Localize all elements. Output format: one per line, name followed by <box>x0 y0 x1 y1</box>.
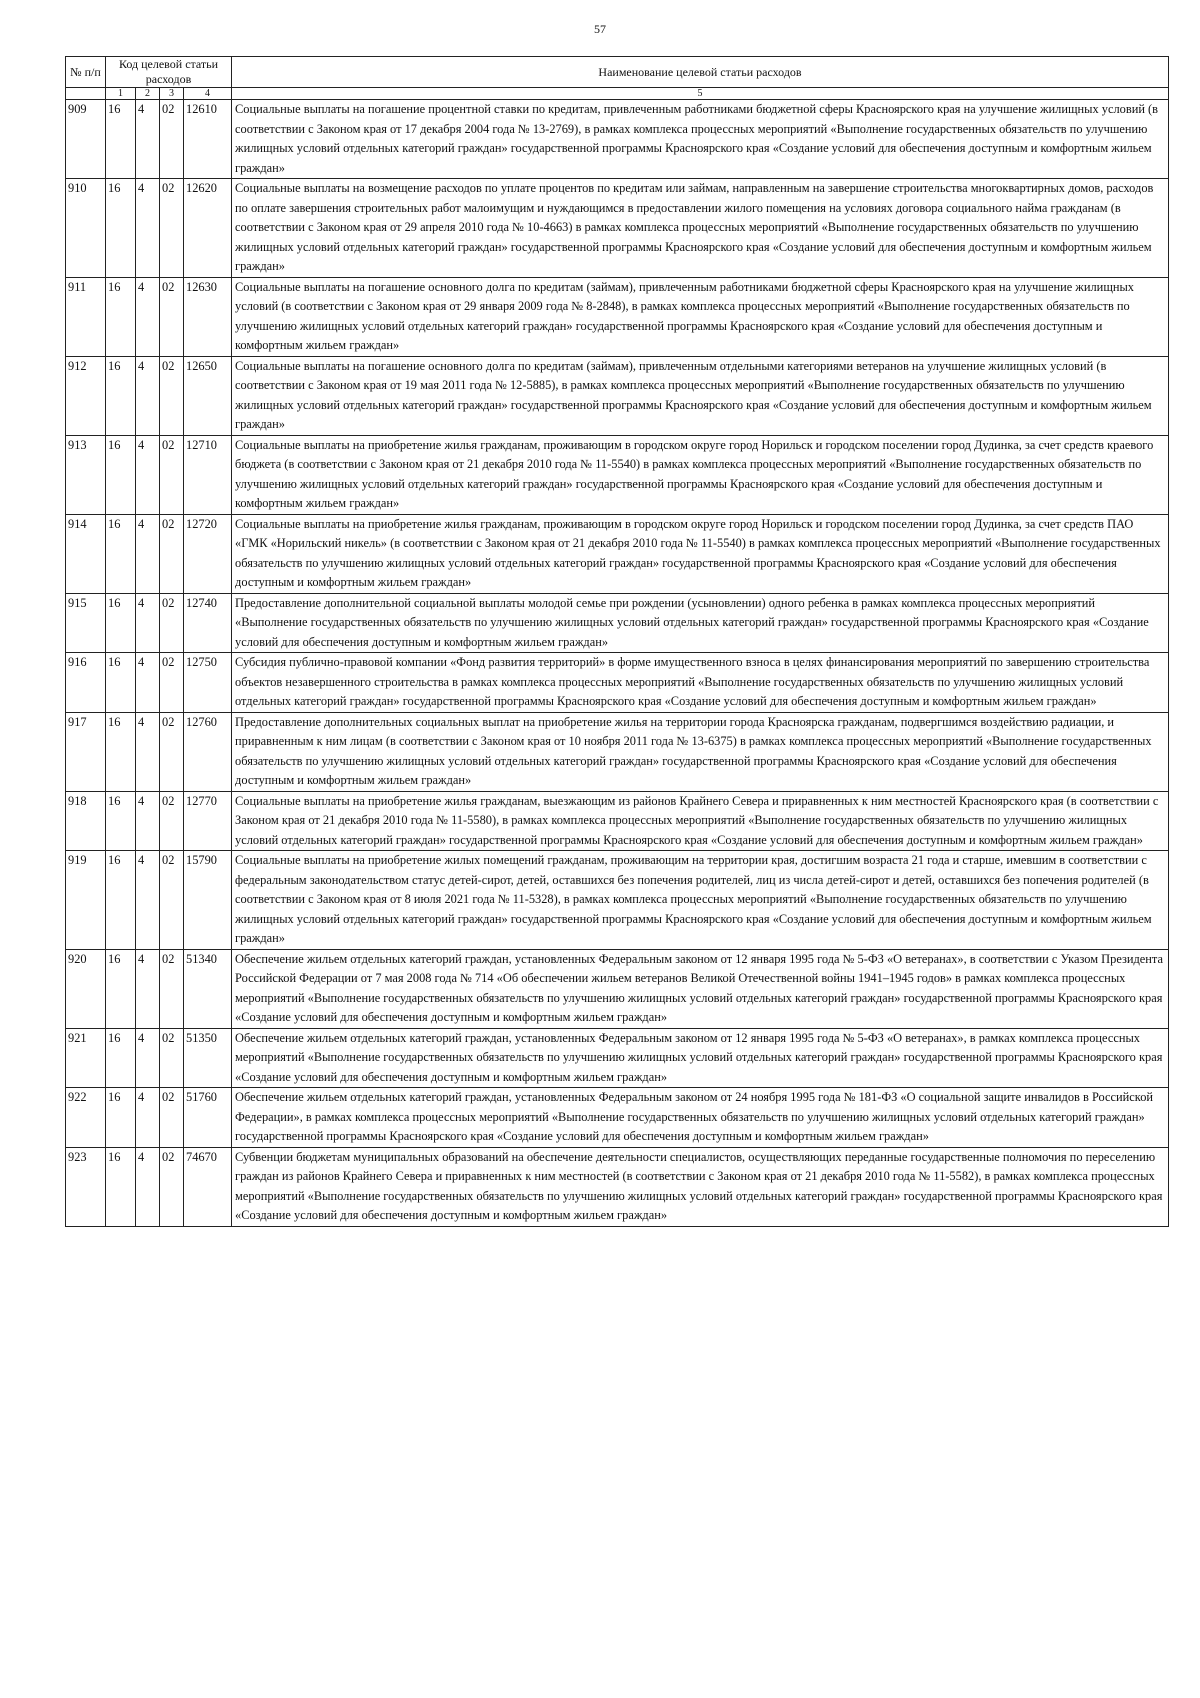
header-no: № п/п <box>66 57 106 88</box>
code-part-4: 74670 <box>184 1147 232 1226</box>
table-body <box>66 100 1169 1227</box>
expense-name: Социальные выплаты на приобретение жилья гражданам, проживающим в городском округе город Норильск и городском поселении город Дудинка, за счет средств ПАО «ГМК «Норильский никель» (в соответствии с Законом края от 21 декабря 2010 года № 11-5540) в рамках комплекса процессных мероприятий «Выполнение государственных обязательств по улучшению жилищных условий отдельных категорий граждан» государственной программы Красноярского края «Создание условий для обеспечения доступным и комфортным жильем граждан» <box>232 514 1169 593</box>
expense-name: Социальные выплаты на возмещение расходов по уплате процентов по кредитам или займам, направленным на завершение строительства многоквартирных домов, расходов по оплате завершения строительных работ малоимущим и нуждающимся в предоставлении жилого помещения на условиях договора социального найма гражданам (в соответствии с Законом края от 29 апреля 2010 года № 10-4663) в рамках комплекса процессных мероприятий «Выполнение государственных обязательств по улучшению жилищных условий отдельных категорий граждан» государственной программы Красноярского края «Создание условий для обеспечения доступным и комфортным жильем граждан» <box>232 179 1169 278</box>
code-part-4: 12630 <box>184 277 232 356</box>
expense-name: Предоставление дополнительных социальных выплат на приобретение жилья на территории города Красноярска гражданам, подвергшимся воздействию радиации, и приравненным к ним лицам (в соответствии с Законом края от 10 ноября 2011 года № 13-6375) в рамках комплекса процессных мероприятий «Выполнение государственных обязательств по улучшению жилищных условий отдельных категорий граждан» государственной программы Красноярского края «Создание условий для обеспечения доступным и комфортным жильем граждан» <box>232 712 1169 791</box>
code-part-4: 12620 <box>184 179 232 278</box>
code-part-2: 4 <box>136 356 160 435</box>
code-part-3: 02 <box>160 851 184 950</box>
code-part-1: 16 <box>106 851 136 950</box>
row-number: 911 <box>66 277 106 356</box>
code-part-2: 4 <box>136 435 160 514</box>
code-part-1: 16 <box>106 435 136 514</box>
code-part-3: 02 <box>160 593 184 653</box>
expense-name: Субсидия публично-правовой компании «Фонд развития территорий» в форме имущественного взноса в целях финансирования мероприятий по завершению строительства объектов незавершенного строительства в рамках комплекса процессных мероприятий «Выполнение государственных обязательств по улучшению жилищных условий отдельных категорий граждан» государственной программы Красноярского края «Создание условий для обеспечения доступным и комфортным жильем граждан» <box>232 653 1169 713</box>
row-number: 909 <box>66 100 106 179</box>
row-number: 914 <box>66 514 106 593</box>
column-number: 4 <box>184 88 232 100</box>
code-part-4: 12710 <box>184 435 232 514</box>
table-row <box>66 712 1169 791</box>
code-part-2: 4 <box>136 179 160 278</box>
expense-name: Социальные выплаты на приобретение жилья гражданам, выезжающим из районов Крайнего Севера и приравненных к ним местностей Красноярского края (в соответствии с Законом края от 21 декабря 2010 года № 11-5580), в рамках комплекса процессных мероприятий «Выполнение государственных обязательств по улучшению жилищных условий отдельных категорий граждан» государственной программы Красноярского края «Создание условий для обеспечения доступным и комфортным жильем граждан» <box>232 791 1169 851</box>
row-number: 916 <box>66 653 106 713</box>
code-part-1: 16 <box>106 277 136 356</box>
code-part-1: 16 <box>106 593 136 653</box>
table-row <box>66 851 1169 950</box>
code-part-3: 02 <box>160 712 184 791</box>
code-part-3: 02 <box>160 1028 184 1088</box>
code-part-4: 51350 <box>184 1028 232 1088</box>
code-part-1: 16 <box>106 791 136 851</box>
code-part-4: 12750 <box>184 653 232 713</box>
code-part-2: 4 <box>136 277 160 356</box>
expense-name: Социальные выплаты на приобретение жилья гражданам, проживающим в городском округе город Норильск и городском поселении город Дудинка, за счет средств краевого бюджета (в соответствии с Законом края от 21 декабря 2010 года № 11-5540) в рамках комплекса процессных мероприятий «Выполнение государственных обязательств по улучшению жилищных условий отдельных категорий граждан» государственной программы Красноярского края «Создание условий для обеспечения доступным и комфортным жильем граждан» <box>232 435 1169 514</box>
column-number: 3 <box>160 88 184 100</box>
code-part-1: 16 <box>106 356 136 435</box>
code-part-4: 51760 <box>184 1088 232 1148</box>
code-part-3: 02 <box>160 277 184 356</box>
code-part-1: 16 <box>106 1088 136 1148</box>
code-part-4: 12760 <box>184 712 232 791</box>
code-part-3: 02 <box>160 435 184 514</box>
code-part-3: 02 <box>160 1147 184 1226</box>
code-part-3: 02 <box>160 100 184 179</box>
expense-name: Предоставление дополнительной социальной выплаты молодой семье при рождении (усыновлении) одного ребенка в рамках комплекса процессных мероприятий «Выполнение государственных обязательств по улучшению жилищных условий отдельных категорий граждан» государственной программы Красноярского края «Создание условий для обеспечения доступным и комфортным жильем граждан» <box>232 593 1169 653</box>
row-number: 917 <box>66 712 106 791</box>
code-part-1: 16 <box>106 1147 136 1226</box>
code-part-2: 4 <box>136 100 160 179</box>
code-part-2: 4 <box>136 593 160 653</box>
row-number: 921 <box>66 1028 106 1088</box>
code-part-2: 4 <box>136 791 160 851</box>
code-part-3: 02 <box>160 1088 184 1148</box>
header-code-group: Код целевой статьи расходов <box>106 57 232 88</box>
code-part-2: 4 <box>136 1088 160 1148</box>
column-number-blank <box>66 88 106 100</box>
code-part-3: 02 <box>160 356 184 435</box>
table-row <box>66 356 1169 435</box>
table-row <box>66 1147 1169 1226</box>
table-row <box>66 1028 1169 1088</box>
table-row <box>66 179 1169 278</box>
row-number: 923 <box>66 1147 106 1226</box>
expense-name: Социальные выплаты на погашение основного долга по кредитам (займам), привлеченным работниками бюджетной сферы Красноярского края на улучшение жилищных условий (в соответствии с Законом края от 29 января 2009 года № 8-2848), в рамках комплекса процессных мероприятий «Выполнение государственных обязательств по улучшению жилищных условий отдельных категорий граждан» государственной программы Красноярского края «Создание условий для обеспечения доступным и комфортным жильем граждан» <box>232 277 1169 356</box>
code-part-4: 12770 <box>184 791 232 851</box>
code-part-3: 02 <box>160 949 184 1028</box>
column-number: 2 <box>136 88 160 100</box>
row-number: 910 <box>66 179 106 278</box>
budget-table <box>65 56 1169 1227</box>
code-part-2: 4 <box>136 653 160 713</box>
column-number: 1 <box>106 88 136 100</box>
code-part-3: 02 <box>160 179 184 278</box>
header-row <box>66 57 1169 88</box>
table-row <box>66 949 1169 1028</box>
code-part-3: 02 <box>160 514 184 593</box>
row-number: 919 <box>66 851 106 950</box>
code-part-1: 16 <box>106 949 136 1028</box>
code-part-1: 16 <box>106 100 136 179</box>
table-row <box>66 435 1169 514</box>
expense-name: Обеспечение жильем отдельных категорий граждан, установленных Федеральным законом от 12 января 1995 года № 5-ФЗ «О ветеранах», в рамках комплекса процессных мероприятий «Выполнение государственных обязательств по улучшению жилищных условий отдельных категорий граждан» государственной программы Красноярского края «Создание условий для обеспечения доступным и комфортным жильем граждан» <box>232 1028 1169 1088</box>
table-row <box>66 593 1169 653</box>
expense-name: Социальные выплаты на погашение основного долга по кредитам (займам), привлеченным отдельными категориями ветеранов на улучшение жилищных условий (в соответствии с Законом края от 19 мая 2011 года № 12-5885), в рамках комплекса процессных мероприятий «Выполнение государственных обязательств по улучшению жилищных условий отдельных категорий граждан» государственной программы Красноярского края «Создание условий для обеспечения доступным и комфортным жильем граждан» <box>232 356 1169 435</box>
code-part-1: 16 <box>106 179 136 278</box>
page-number: 57 <box>594 22 606 36</box>
row-number: 922 <box>66 1088 106 1148</box>
code-part-4: 51340 <box>184 949 232 1028</box>
code-part-1: 16 <box>106 514 136 593</box>
table-row <box>66 514 1169 593</box>
code-part-2: 4 <box>136 1147 160 1226</box>
table-row <box>66 653 1169 713</box>
code-part-2: 4 <box>136 514 160 593</box>
code-part-1: 16 <box>106 653 136 713</box>
code-part-1: 16 <box>106 1028 136 1088</box>
code-part-2: 4 <box>136 851 160 950</box>
row-number: 913 <box>66 435 106 514</box>
header-name: Наименование целевой статьи расходов <box>232 57 1169 88</box>
table-row <box>66 100 1169 179</box>
code-part-4: 12650 <box>184 356 232 435</box>
code-part-4: 15790 <box>184 851 232 950</box>
row-number: 915 <box>66 593 106 653</box>
code-part-2: 4 <box>136 712 160 791</box>
row-number: 918 <box>66 791 106 851</box>
row-number: 920 <box>66 949 106 1028</box>
code-part-2: 4 <box>136 949 160 1028</box>
expense-name: Обеспечение жильем отдельных категорий граждан, установленных Федеральным законом от 24 ноября 1995 года № 181-ФЗ «О социальной защите инвалидов в Российской Федерации», в рамках комплекса процессных мероприятий «Выполнение государственных обязательств по улучшению жилищных условий отдельных категорий граждан» государственной программы Красноярского края «Создание условий для обеспечения доступным и комфортным жильем граждан» <box>232 1088 1169 1148</box>
code-part-4: 12610 <box>184 100 232 179</box>
column-number-row <box>66 88 1169 100</box>
code-part-4: 12740 <box>184 593 232 653</box>
expense-name: Социальные выплаты на приобретение жилых помещений гражданам, проживающим на территории края, достигшим возраста 21 года и старше, имевшим в соответствии с федеральным законодательством статус детей-сирот, детей, оставшихся без попечения родителей, лиц из числа детей-сирот и детей, оставшихся без попечения родителей (в соответствии с Законом края от 8 июля 2021 года № 11-5328), в рамках комплекса процессных мероприятий «Выполнение государственных обязательств по улучшению жилищных условий отдельных категорий граждан» государственной программы Красноярского края «Создание условий для обеспечения доступным и комфортным жильем граждан» <box>232 851 1169 950</box>
expense-name: Социальные выплаты на погашение процентной ставки по кредитам, привлеченным работниками бюджетной сферы Красноярского края на улучшение жилищных условий (в соответствии с Законом края от 17 декабря 2004 года № 13-2769), в рамках комплекса процессных мероприятий «Выполнение государственных обязательств по улучшению жилищных условий отдельных категорий граждан» государственной программы Красноярского края «Создание условий для обеспечения доступным и комфортным жильем граждан» <box>232 100 1169 179</box>
code-part-4: 12720 <box>184 514 232 593</box>
code-part-3: 02 <box>160 791 184 851</box>
code-part-2: 4 <box>136 1028 160 1088</box>
expense-name: Субвенции бюджетам муниципальных образований на обеспечение деятельности специалистов, осуществляющих переданные государственные полномочия по переселению граждан из районов Крайнего Севера и приравненных к ним местностей (в соответствии с Законом края от 21 декабря 2010 года № 11-5582), в рамках комплекса процессных мероприятий «Выполнение государственных обязательств по улучшению жилищных условий отдельных категорий граждан» государственной программы Красноярского края «Создание условий для обеспечения доступным и комфортным жильем граждан» <box>232 1147 1169 1226</box>
code-part-1: 16 <box>106 712 136 791</box>
code-part-3: 02 <box>160 653 184 713</box>
expense-name: Обеспечение жильем отдельных категорий граждан, установленных Федеральным законом от 12 января 1995 года № 5-ФЗ «О ветеранах», в соответствии с Указом Президента Российской Федерации от 7 мая 2008 года № 714 «Об обеспечении жильем ветеранов Великой Отечественной войны 1941–1945 годов» в рамках комплекса процессных мероприятий «Выполнение государственных обязательств по улучшению жилищных условий отдельных категорий граждан» государственной программы Красноярского края «Создание условий для обеспечения доступным и комфортным жильем граждан» <box>232 949 1169 1028</box>
table-row <box>66 277 1169 356</box>
table-row <box>66 1088 1169 1148</box>
table-row <box>66 791 1169 851</box>
row-number: 912 <box>66 356 106 435</box>
column-number: 5 <box>232 88 1169 100</box>
